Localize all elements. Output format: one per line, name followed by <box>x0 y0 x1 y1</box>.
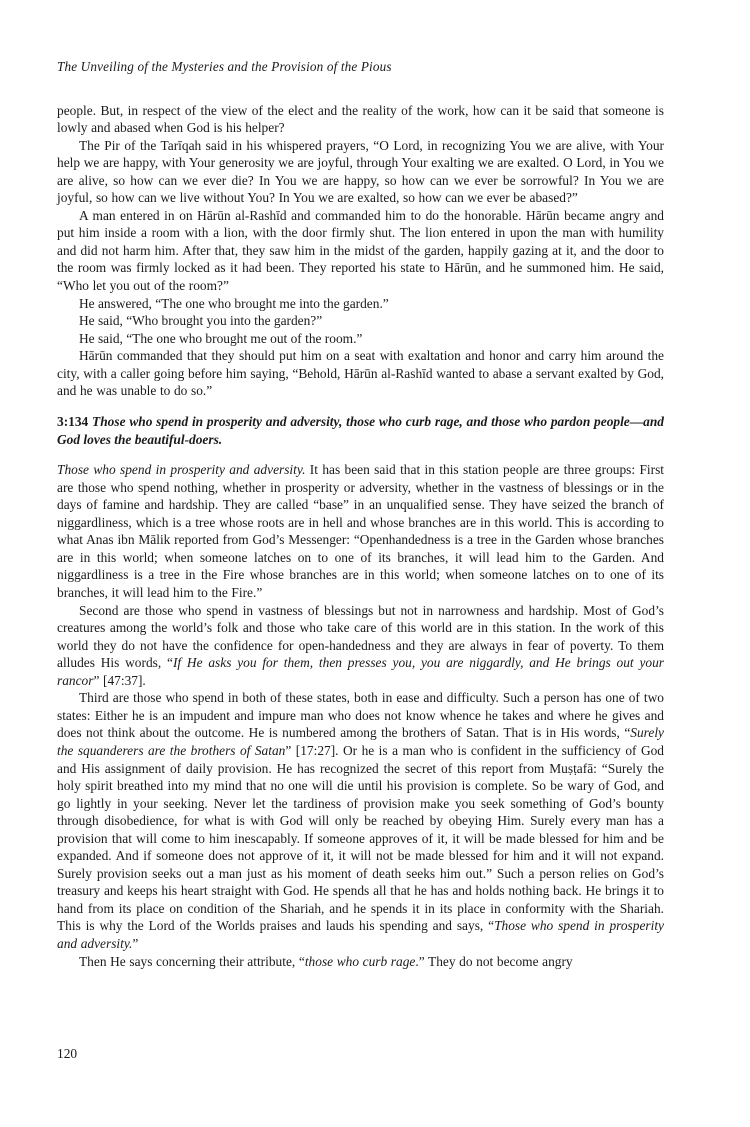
second-group-text-a: Second are those who spend in vastness of blessings but not in narrowness and hardship. Most of God’s creatures among the world’s folk and those who take care of this world are in this station. In the work of this world they do not have the confidence for open-handedness and they are always in fear of poverty. To them alludes His words, “ <box>57 602 664 671</box>
verse-text: Those who spend in prosperity and adversity, those who curb rage, and those who pardon people—and God loves the beautiful-doers. <box>57 413 664 447</box>
quran-quote-repeat-3-134: Those who spend in prosperity and adversity. <box>57 918 664 951</box>
paragraph-commentary-first-group <box>57 461 664 601</box>
paragraph-harun-command: Hārūn commanded that they should put him on a seat with exaltation and honor and carry him around the city, with a caller going before him saying, “Behold, Hārūn al-Rashīd wanted to abase a servant exalted by God, and he was unable to do so.” <box>57 348 664 399</box>
page-number: 120 <box>57 1046 78 1061</box>
lemma-prosperity-adversity: Those who spend in prosperity and adversity. <box>57 462 306 478</box>
dialogue-line-1: He answered, “The one who brought me into the garden.” <box>79 295 389 311</box>
quran-quote-47-37: If He asks you for them, then presses you, you are niggardly, and He brings out your rancor <box>57 655 664 688</box>
third-group-text-a: Third are those who spend in both of these states, both in ease and difficulty. Such a person has one of two states: Either he is an impudent and impure man who does not know whence he takes and where he gives and does not think about the outcome. He is numbered among the brothers of Satan. That is in His words, “ <box>57 690 664 741</box>
verse-reference: 3:134 <box>57 413 89 429</box>
quran-quote-curb-rage: those who curb rage <box>304 953 416 969</box>
curb-rage-text-b: .” They do not become angry <box>415 953 573 969</box>
paragraph-pir-of-tariqah: The Pir of the Tarīqah said in his whispered prayers, “O Lord, in recognizing You we are alive, with Your help we are happy, with Your generosity we are joyful, through Your exalting we are exalted. O Lord, in You we are alive, so how can we ever die? In You we are happy, so how can we ever be sorrowful? In You we are joyful, so how can we live without You? In You we are exalted, so how can we ever be abased?” <box>57 137 664 206</box>
third-group-text-b: ” [17:27]. Or he is a man who is confident in the sufficiency of God and His assignment of daily provision. He has recognized the secret of this report from Muṣṭafā: “Surely the holy spirit breathed into my mind that no one will die until his provision is complete. So be wary of God, and go lightly in your seeking. Never let the tardiness of provision make you seek something of God’s bounty through disobedience, for what is with God will only be reached by obeying Him. Surely every man has a provision that will come to him inescapably. If someone approves of it, it will be made blessed for him and be expanded. And if someone does not approve of it, it will not be made blessed for him and it will not expand. Surely provision seeks out a man just as his moment of death seeks him out.” Such a person relies on God’s treasury and keeps his heart straight with God. He spends all that he has and holds nothing back. He brings it to hand from its place on condition of the Shariah, and he spends it in its place in conformity with the Shariah. This is why the Lord of the Worlds praises and lauds his spending and says, “ <box>57 742 665 934</box>
paragraph-commentary-second-group <box>57 602 664 690</box>
dialogue-line-2: He said, “Who brought you into the garden?” <box>79 313 323 329</box>
paragraph-continued: people. But, in respect of the view of the elect and the reality of the work, how can it be said that someone is lowly and abased when God is his helper? <box>57 102 664 136</box>
running-head: The Unveiling of the Mysteries and the Provision of the Pious <box>57 59 392 74</box>
third-group-text-c: ” <box>132 935 139 951</box>
paragraph-commentary-third-group <box>57 689 664 952</box>
paragraph-harun-story: A man entered in on Hārūn al-Rashīd and commanded him to do the honorable. Hārūn became angry and put him inside a room with a lion, with the door firmly shut. The lion entered in upon the man with humility and did not harm him. After that, they saw him in the midst of the garden, happily gazing at it, and the door to the room was firmly locked as it had been. They reported his state to Hārūn, and he summoned him. He said, “Who let you out of the room?” <box>57 207 664 293</box>
curb-rage-text-a: Then He says concerning their attribute, “ <box>79 953 305 969</box>
commentary-first-group-text: It has been said that in this station people are three groups: First are those who spend nothing, whether in prosperity or adversity, whether in the vastness of blessings or in the days of famine and hardship. They are called “base” in an unqualified sense. They have seized the branch of niggardliness, which is a tree whose roots are in hell and whose branches are in this world. This is according to what Anas ibn Mālik reported from God’s Messenger: “Openhandedness is a tree in the Garden whose branches are in this world; when someone latches on to one of its branches, it will lead him to the Garden. And niggardliness is a tree in the Fire whose branches are in this world; when someone latches on to one of its branches, it will lead him to the Fire.” <box>57 462 664 601</box>
quran-quote-17-27: Surely the squanderers are the brothers of Satan <box>57 725 664 758</box>
dialogue-line-3: He said, “The one who brought me out of the room.” <box>79 330 363 346</box>
second-group-text-b: ” [47:37]. <box>93 672 146 688</box>
paragraph-curb-rage <box>57 953 664 971</box>
verse-heading <box>57 413 664 448</box>
page-text-block <box>57 58 664 970</box>
